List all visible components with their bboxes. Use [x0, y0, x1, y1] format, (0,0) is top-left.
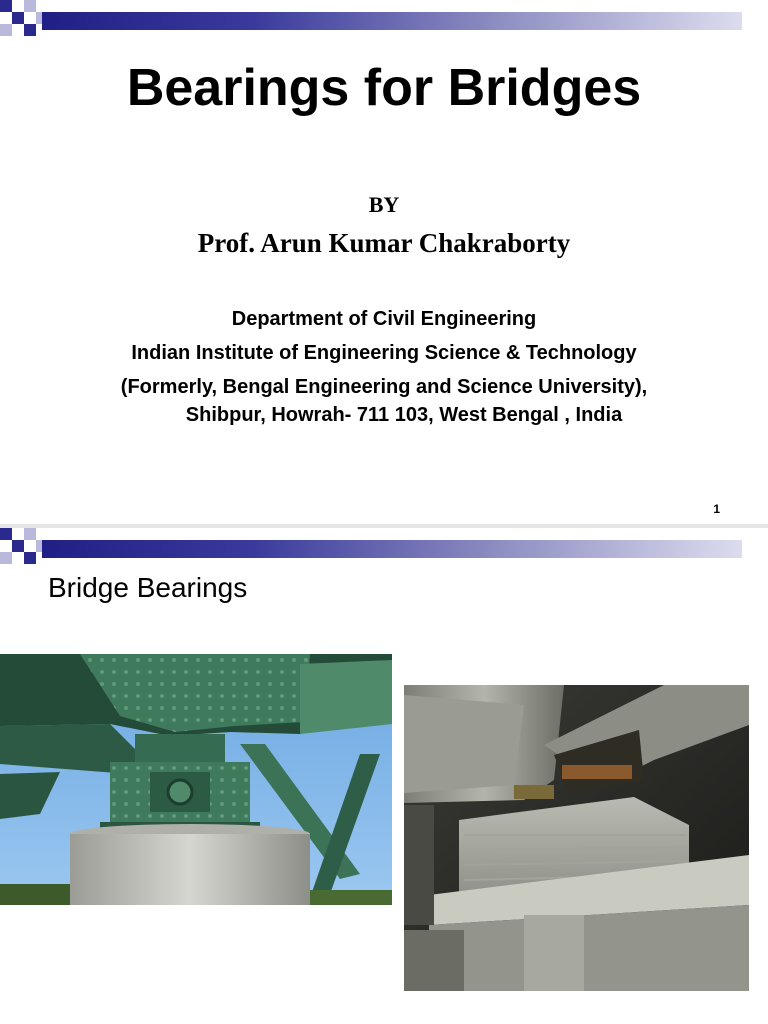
slide-2	[0, 528, 768, 1024]
steel-bearing-photo	[0, 654, 392, 905]
by-label: BY	[368, 192, 400, 217]
author-name: Prof. Arun Kumar Chakraborty	[197, 228, 571, 258]
affiliation-line: (Formerly, Bengal Engineering and Science University),	[120, 376, 648, 398]
slide-title: Bearings for Bridges	[126, 59, 642, 117]
slide-title: Bridge Bearings	[48, 572, 248, 603]
elastomeric-bearing-photo	[404, 685, 749, 991]
page-number: 1	[713, 502, 720, 516]
affiliation-line: Department of Civil Engineering	[231, 308, 537, 330]
header-decoration	[0, 528, 768, 578]
header-decoration	[0, 0, 768, 50]
affiliation-line: Shibpur, Howrah- 711 103, West Bengal , India	[185, 404, 623, 426]
affiliation-line: Indian Institute of Engineering Science & Technology	[131, 342, 637, 364]
